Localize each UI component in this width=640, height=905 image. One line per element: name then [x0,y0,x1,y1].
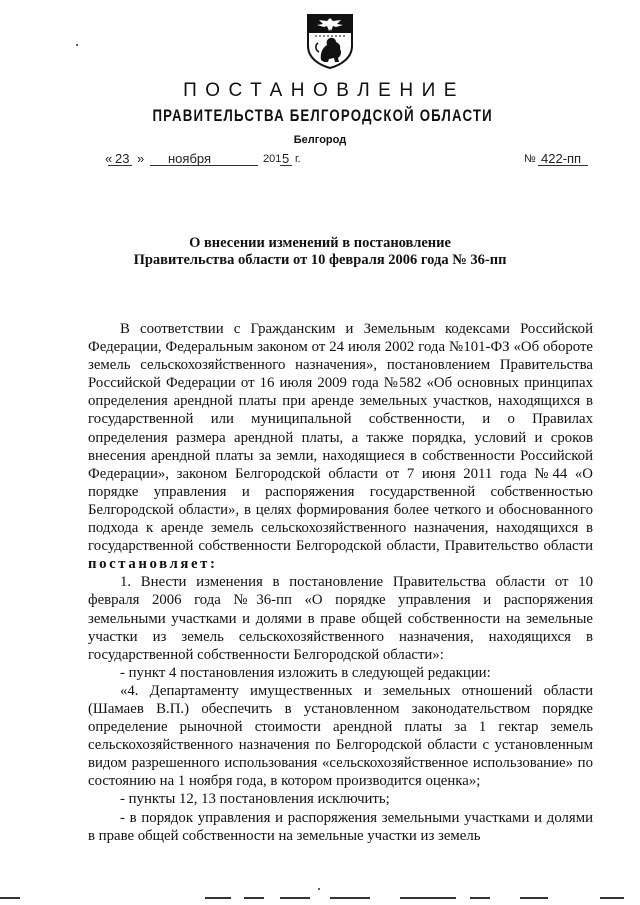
date-month: ноября [168,151,212,166]
number-prefix: № [524,153,536,165]
coat-of-arms-emblem [305,12,355,70]
date-year-suffix: 5 [282,151,290,166]
decree-subject [0,235,640,269]
decree-number: 422-пп [541,151,582,166]
date-day: 23 [115,151,130,166]
date-open-quote: « [105,151,113,166]
item-4-text: «4. Департаменту имущественных и земельных отношений области (Шамаев В.П.) обеспечить в установленном законодательством порядке определение рыночной стоимости арендной платы за 1 гектар земель сельскохозяйственного назначения по Белгородской области с установленным видом разрешенного использования «сельскохозяйственное использование» по состоянию на 1 ноября года, в котором производится оценка»; [88,682,593,790]
issuing-authority: ПРАВИТЕЛЬСТВА БЕЛГОРОДСКОЙ ОБЛАСТИ [152,106,493,125]
subject-line-2: Правительства области от 10 февраля 2006 года № 36-пп [133,252,507,268]
city-name: Белгород [293,134,347,146]
date-year-prefix: 201 [263,153,282,165]
management-order-paragraph: - в порядок управления и распоряжения земельными участками и долями в праве общей собственности на земельные участки из земель [88,809,593,844]
document-type-title: ПОСТАНОВЛЕНИЕ [183,80,465,101]
decree-word: постановляет: [88,556,218,573]
subject-line-1: О внесении изменений в постановление [189,235,451,251]
date-year-unit: г. [295,153,301,165]
year-underline [280,151,292,166]
item-4-intro: - пункт 4 постановления изложить в следующей редакции: [120,664,491,681]
items-12-13-exclusion: - пункты 12, 13 постановления исключить; [120,791,390,808]
item-1-paragraph: 1. Внести изменения в постановление Правительства области от 10 февраля 2006 года №36-пп «О порядке управления и распоряжения земельными участками и долями в праве общей собственности на земельные участки из земель сельскохозяйственного назначения, находящихся в государственной собственности Белгородской области»: [88,574,593,663]
date-close-quote: » [137,151,145,166]
preamble-paragraph [88,320,593,573]
preamble-text: В соответствии с Гражданским и Земельным кодексами Российской Федерации, Федеральным законом от 24 июля 2002 года №101-ФЗ «Об обороте земель сельскохозяйственного назначения», постановлением Правительства Российской Федерации от 16 июля 2009 года №582 «Об основных принципах определения арендной платы при аренде земельных участков, находящихся в государственной или муниципальной собственности, и о Правилах определения размера арендной платы, а также порядка, условий и сроков внесения арендной платы за земли, находящиеся в собственности Российской Федерации», законом Белгородской области от 7 июня 2011 года №44 «О порядке управления и распоряжения государственной собственностью Белгородской области», в целях формирования более четкого и обоснованного подхода к аренде земель сельскохозяйственного назначения, находящихся в государственной собственности Белгородской области, Правительство области [88,321,593,555]
decree-body [88,320,593,845]
